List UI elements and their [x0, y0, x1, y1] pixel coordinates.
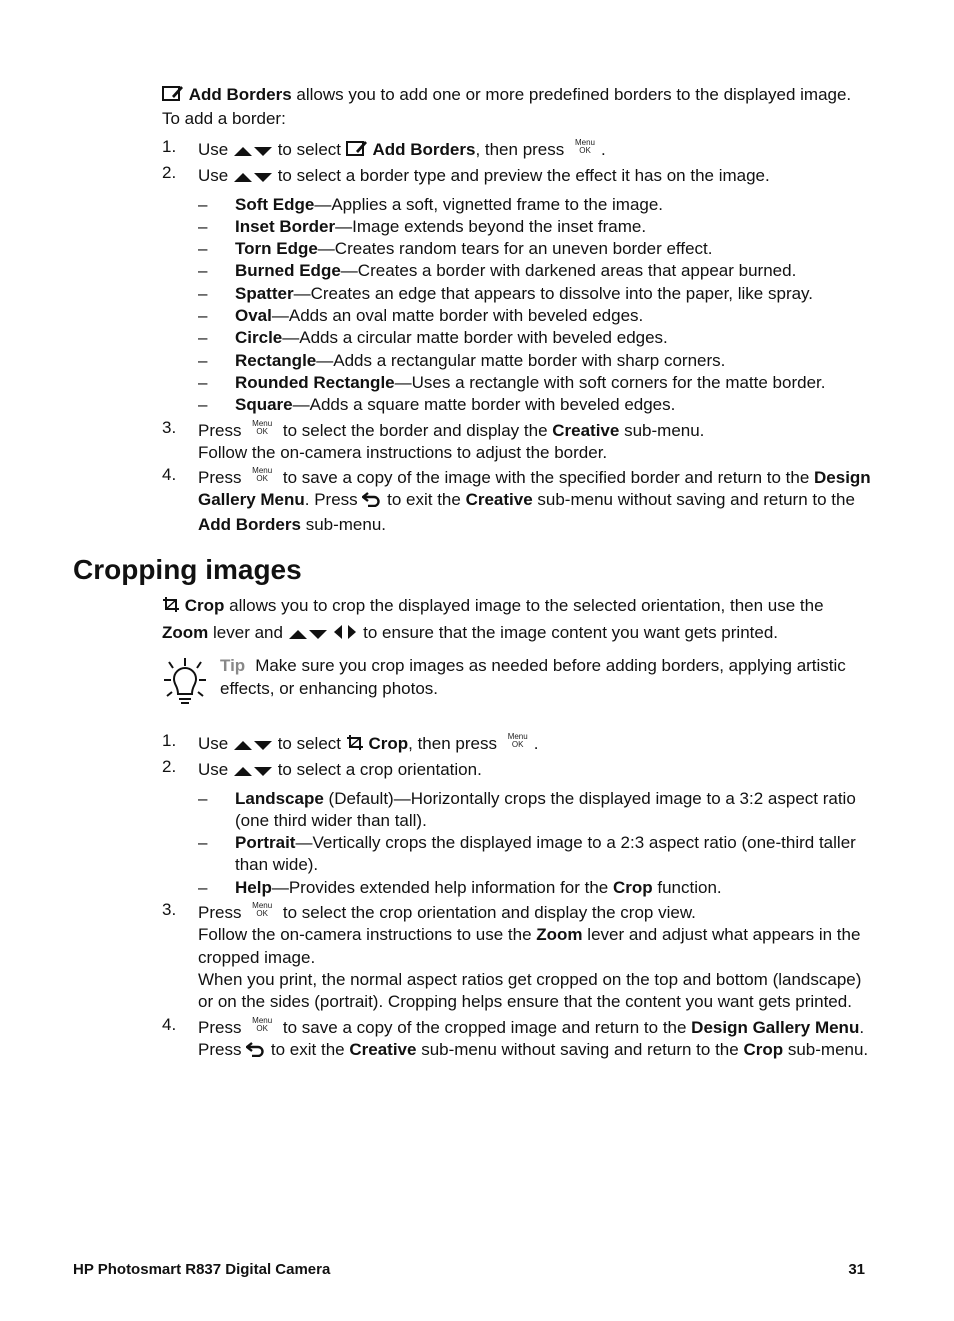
crop-steps — [162, 733, 872, 1063]
step-number: 3. — [162, 417, 177, 437]
list-item — [198, 194, 872, 216]
option-desc: —Creates an edge that appears to dissolve into the paper, like spray. — [293, 283, 814, 303]
menu-ok-bottom: OK — [256, 1023, 268, 1033]
page-number: 31 — [848, 1261, 865, 1278]
list-item — [198, 832, 872, 877]
option-name: Portrait — [235, 833, 296, 853]
list-item — [198, 238, 872, 260]
menu-ok-icon — [248, 1017, 276, 1035]
step-text: to select a crop orientation. — [272, 760, 482, 780]
tip-text — [220, 654, 870, 700]
step-number: 1. — [162, 137, 177, 156]
option-desc: (Default)—Horizontally crops the displayed image to a 3:2 aspect ratio (one third wider than tall). — [235, 788, 856, 830]
option-bold: Crop — [612, 877, 653, 897]
dash: – — [198, 283, 208, 303]
step-text: to select a border type and preview the effect it has on the image. — [272, 166, 770, 186]
dash: – — [198, 239, 208, 259]
up-down-arrows-icon — [288, 622, 328, 647]
option-desc: —Uses a rectangle with soft corners for the matte border. — [394, 372, 826, 392]
step-text: lever and adjust what appears in the cropped image. — [198, 925, 861, 967]
left-right-arrows-icon — [332, 622, 358, 647]
list-item — [162, 417, 872, 465]
lightbulb-icon — [162, 656, 208, 711]
menu-ok-top: Menu — [252, 418, 273, 428]
tip-body: Make sure you crop images as needed before adding borders, applying artistic effects, or enhancing photos. — [220, 656, 846, 698]
menu-ok-bottom: OK — [511, 740, 524, 749]
crop-intro-text: lever and — [208, 623, 288, 642]
step-text: . — [601, 140, 606, 159]
list-item — [162, 759, 872, 783]
option-desc: —Image extends beyond the inset frame. — [335, 216, 647, 236]
option-desc: —Applies a soft, vignetted frame to the image. — [314, 194, 664, 214]
step-text: to select the crop orientation and display the crop view. — [278, 903, 696, 923]
list-item — [162, 139, 872, 163]
list-item — [198, 260, 872, 282]
step-text: to select the border and display the — [278, 420, 553, 440]
option-name: Burned Edge — [235, 261, 341, 281]
dash: – — [198, 328, 208, 348]
step-text: sub-menu without saving and return to the — [416, 1039, 744, 1059]
back-arrow-icon — [246, 1041, 266, 1063]
list-item — [198, 788, 872, 833]
menu-ok-icon — [571, 139, 599, 157]
crop-label: Crop — [184, 596, 225, 615]
add-borders-intro — [162, 84, 872, 130]
dash: – — [198, 877, 208, 897]
option-name: Inset Border — [235, 216, 336, 236]
list-item — [198, 372, 872, 394]
step-text: Follow the on-camera instructions to use the — [198, 925, 537, 945]
dash: – — [198, 216, 208, 236]
step-text: Follow the on-camera instructions to adjust the border. — [198, 442, 608, 462]
option-name: Soft Edge — [235, 194, 315, 214]
option-name: Help — [235, 877, 272, 897]
crop-intro — [162, 593, 872, 647]
menu-ok-top: Menu — [252, 466, 273, 476]
step-text: When you print, the normal aspect ratios get cropped on the top and bottom (landscape) or on the sides (portrait). Cropping helps ensure that the content you want gets printed. — [198, 969, 862, 1012]
menu-ok-icon — [248, 420, 276, 438]
step-bold: Creative — [465, 490, 533, 510]
step-bold: Creative — [552, 420, 620, 440]
option-name: Rectangle — [235, 350, 317, 370]
list-item — [198, 327, 872, 349]
option-desc: —Vertically crops the displayed image to a 2:3 aspect ratio (one-third taller than wide). — [235, 833, 856, 875]
step-text: sub-menu without saving and return to the — [532, 490, 855, 510]
dash: – — [198, 372, 208, 392]
list-item — [162, 902, 872, 1013]
step-text: to select — [272, 734, 346, 753]
footer-title: HP Photosmart R837 Digital Camera — [73, 1261, 331, 1278]
add-borders-label: Add Borders — [188, 85, 292, 104]
menu-ok-top: Menu — [574, 138, 595, 147]
step-number: 3. — [162, 900, 177, 920]
crop-icon — [346, 734, 364, 757]
step-text: Press — [198, 1017, 247, 1037]
dash: – — [198, 261, 208, 281]
crop-intro-bold: Zoom — [162, 623, 209, 642]
crop-options — [162, 788, 872, 899]
step-bold: Crop — [368, 734, 409, 753]
menu-ok-top: Menu — [252, 1015, 273, 1025]
step-text: , then press — [475, 140, 569, 159]
step-bold: Crop — [743, 1039, 784, 1059]
option-desc: function. — [652, 877, 722, 897]
add-borders-icon — [346, 139, 368, 163]
list-item — [198, 350, 872, 372]
step-bold: Add Borders — [198, 514, 301, 534]
step-number: 4. — [162, 465, 177, 485]
menu-ok-bottom: OK — [579, 146, 591, 155]
option-name: Square — [235, 395, 293, 415]
option-name: Landscape — [235, 788, 324, 808]
list-item — [198, 216, 872, 238]
option-name: Oval — [235, 306, 272, 326]
up-down-arrows-icon — [233, 761, 273, 783]
option-desc: —Adds a circular matte border with beveled edges. — [282, 328, 668, 348]
list-item — [162, 1014, 872, 1064]
menu-ok-top: Menu — [507, 732, 528, 741]
menu-ok-icon — [248, 902, 276, 920]
list-item — [162, 467, 872, 536]
dash: – — [198, 833, 208, 853]
dash: – — [198, 395, 208, 415]
up-down-arrows-icon — [233, 735, 273, 757]
section-heading: Cropping images — [73, 554, 302, 585]
step-text: Use — [198, 140, 233, 159]
dash: – — [198, 306, 208, 326]
back-arrow-icon — [362, 491, 382, 513]
step-text: , then press — [408, 734, 502, 753]
dash: – — [198, 350, 208, 370]
step-bold: Creative — [349, 1039, 417, 1059]
option-name: Rounded Rectangle — [235, 372, 395, 392]
menu-ok-icon — [504, 733, 532, 751]
option-desc: —Creates random tears for an uneven border effect. — [317, 239, 713, 259]
step-text: Use — [198, 166, 233, 186]
step-text: Press — [198, 903, 247, 923]
option-name: Circle — [235, 328, 283, 348]
option-name: Spatter — [235, 283, 294, 303]
step-number: 2. — [162, 757, 177, 777]
list-item — [198, 283, 872, 305]
menu-ok-top: Menu — [252, 901, 273, 911]
step-text: to select — [272, 140, 346, 159]
add-borders-intro-text: allows you to add one or more predefined borders to the displayed image. To add a border: — [162, 85, 852, 128]
option-desc: —Provides extended help information for the — [271, 877, 613, 897]
step-text: . Press — [304, 490, 363, 510]
step-text: sub-menu. — [300, 514, 387, 534]
option-name: Torn Edge — [235, 239, 318, 259]
tip-label: Tip — [220, 656, 246, 675]
add-borders-steps — [162, 139, 872, 536]
step-text: to exit the — [266, 1039, 350, 1059]
menu-ok-bottom: OK — [256, 474, 268, 484]
up-down-arrows-icon — [233, 141, 273, 163]
step-text: sub-menu. — [783, 1039, 869, 1059]
step-bold: Zoom — [536, 925, 583, 945]
crop-icon — [162, 595, 180, 620]
add-borders-icon — [162, 84, 184, 108]
step-text: Press — [198, 420, 247, 440]
menu-ok-bottom: OK — [256, 426, 268, 436]
list-item — [162, 165, 872, 189]
step-number: 1. — [162, 731, 177, 750]
list-item — [198, 877, 872, 899]
step-text: sub-menu. — [619, 420, 705, 440]
step-bold: Design Gallery Menu — [198, 468, 871, 510]
list-item — [198, 394, 872, 416]
step-number: 4. — [162, 1014, 177, 1034]
up-down-arrows-icon — [233, 167, 273, 189]
menu-ok-icon — [248, 467, 276, 485]
step-text: Use — [198, 734, 233, 753]
option-desc: —Adds an oval matte border with beveled edges. — [271, 306, 644, 326]
option-desc: —Adds a rectangular matte border with sharp corners. — [316, 350, 726, 370]
step-text: to save a copy of the image with the specified border and return to the — [278, 468, 815, 488]
step-text: Press — [198, 468, 247, 488]
step-text: to exit the — [382, 490, 466, 510]
step-text: to save a copy of the cropped image and return to the — [278, 1017, 692, 1037]
option-desc: —Creates a border with darkened areas that appear burned. — [340, 261, 797, 281]
crop-intro-text: to ensure that the image content you want gets printed. — [358, 623, 779, 642]
step-bold: Design Gallery Menu — [691, 1017, 860, 1037]
step-text: Use — [198, 760, 233, 780]
menu-ok-bottom: OK — [256, 909, 268, 919]
step-text: . — [533, 734, 539, 753]
list-item — [198, 305, 872, 327]
step-number: 2. — [162, 163, 177, 183]
step-text: . Press — [198, 1017, 865, 1059]
list-item — [162, 733, 872, 757]
option-desc: —Adds a square matte border with beveled edges. — [292, 395, 676, 415]
step-bold: Add Borders — [372, 140, 476, 159]
border-options — [162, 194, 872, 417]
dash: – — [198, 788, 208, 808]
dash: – — [198, 194, 208, 214]
crop-intro-text: allows you to crop the displayed image to the selected orientation, then use the — [224, 596, 824, 615]
